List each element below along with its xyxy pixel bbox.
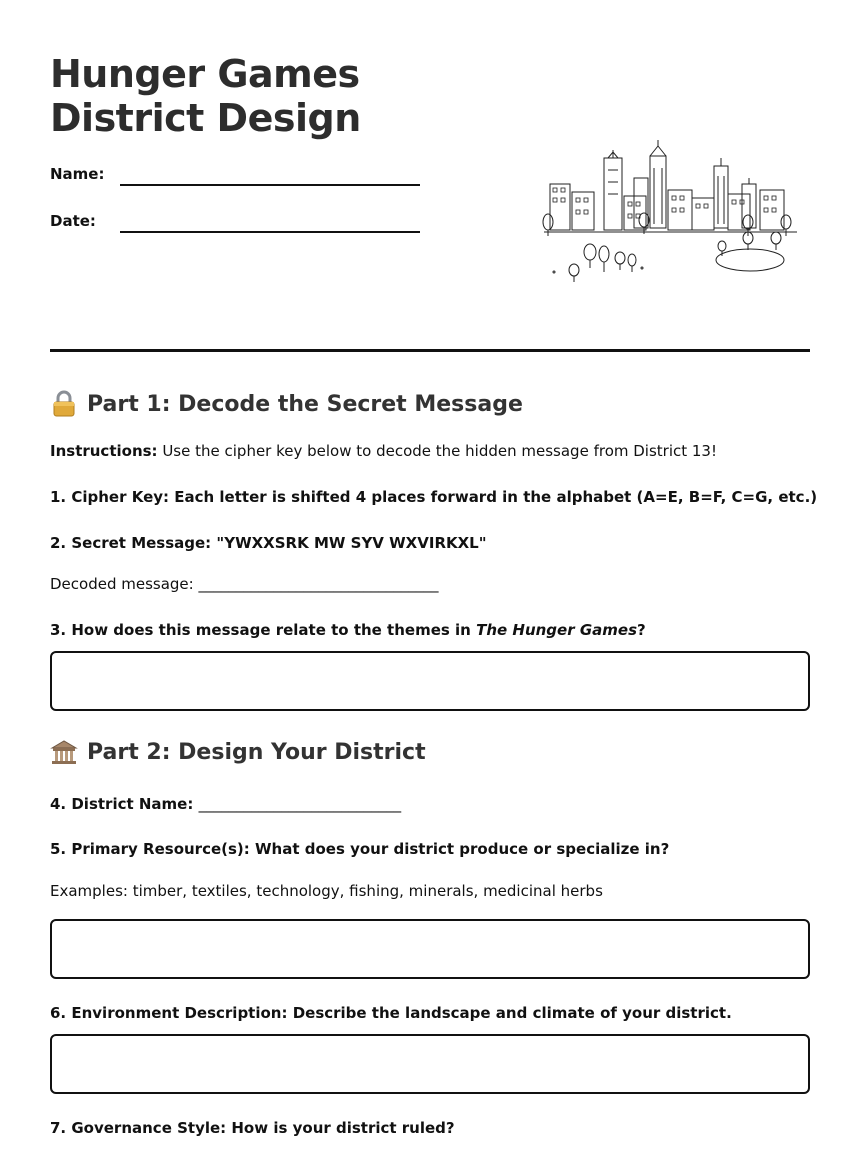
question-6: 6. Environment Description: Describe the landscape and climate of your district. [50, 1004, 732, 1022]
classical-building-icon [50, 738, 78, 766]
part2-heading [50, 736, 426, 768]
name-line[interactable] [120, 184, 420, 186]
decoded-blank[interactable]: ________________________________ [198, 575, 439, 593]
date-label: Date: [50, 212, 96, 230]
name-label: Name: [50, 165, 105, 183]
question-3-prefix: 3. How does this message relate to the themes in [50, 621, 477, 639]
instructions [50, 441, 810, 461]
question-5: 5. Primary Resource(s): What does your district produce or specialize in? [50, 840, 670, 858]
question-4 [50, 794, 810, 814]
question-7: 7. Governance Style: How is your district ruled? [50, 1119, 455, 1137]
question-1: 1. Cipher Key: Each letter is shifted 4 places forward in the alphabet (A=E, B=F, C=G, etc.) [50, 488, 818, 506]
answer-box-5[interactable] [50, 919, 810, 979]
question-3-suffix: ? [637, 621, 646, 639]
answer-box-3[interactable] [50, 651, 810, 711]
date-field [50, 211, 420, 235]
part1-title: Part 1: Decode the Secret Message [87, 391, 523, 417]
part1-heading [50, 388, 523, 420]
question-5-examples: Examples: timber, textiles, technology, fishing, minerals, medicinal herbs [50, 882, 603, 900]
date-line[interactable] [120, 231, 420, 233]
decoded-label: Decoded message: [50, 575, 199, 593]
question-2: 2. Secret Message: "YWXXSRK MW SYV WXVIRKXL" [50, 534, 487, 552]
part2-title: Part 2: Design Your District [87, 739, 426, 765]
question-4-label: 4. District Name: [50, 795, 199, 813]
answer-box-6[interactable] [50, 1034, 810, 1094]
question-3 [50, 620, 810, 640]
name-field [50, 164, 420, 188]
page-title: Hunger Games District Design [50, 52, 361, 140]
decoded-message-field [50, 574, 810, 594]
header-divider [50, 349, 810, 352]
lock-icon [50, 390, 78, 418]
instructions-label: Instructions: [50, 442, 158, 460]
instructions-text: Use the cipher key below to decode the hidden message from District 13! [157, 442, 717, 460]
district-name-blank[interactable]: ___________________________ [198, 795, 402, 813]
question-3-book-title: The Hunger Games [476, 621, 638, 639]
city-skyline-illustration [542, 140, 802, 285]
